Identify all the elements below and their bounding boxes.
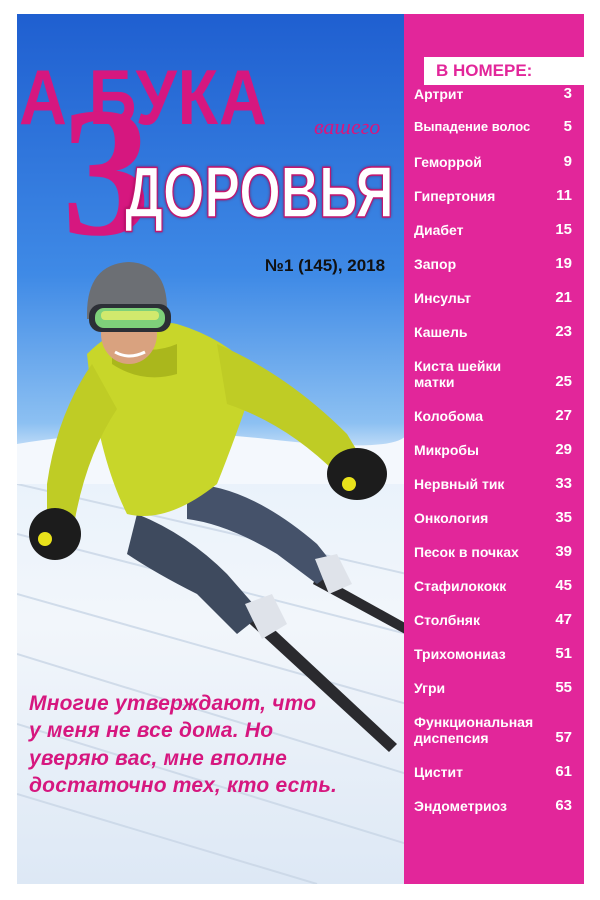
toc-item xyxy=(414,442,572,458)
toc-item-page: 63 xyxy=(555,797,572,815)
toc-item-page: 51 xyxy=(555,645,572,663)
magazine-cover xyxy=(17,14,584,884)
toc-item xyxy=(414,324,572,340)
toc-item xyxy=(414,290,572,306)
toc-item-label: Выпадение волос xyxy=(414,119,531,134)
toc-item-label: Инсульт xyxy=(414,290,472,306)
toc-item-label: Киста шейки матки xyxy=(414,358,502,391)
toc-item-page: 57 xyxy=(555,729,572,747)
toc-item-label: Столбняк xyxy=(414,612,480,628)
toc-item-page: 19 xyxy=(555,255,572,273)
toc-item xyxy=(414,510,572,526)
toc-item-page: 15 xyxy=(555,221,572,239)
masthead-letter-a: А xyxy=(19,53,68,141)
issue-number: №1 (145), 2018 xyxy=(265,256,386,275)
toc-item xyxy=(414,646,572,662)
quote-line: достаточно тех, кто есть. xyxy=(29,773,338,797)
cover-quote xyxy=(29,690,389,799)
toc-heading-box xyxy=(424,57,584,85)
toc-item-page: 61 xyxy=(555,763,572,781)
toc-item xyxy=(414,714,572,746)
masthead-big-letter: З xyxy=(61,70,149,275)
toc-item xyxy=(414,222,572,238)
table-of-contents xyxy=(404,14,584,884)
toc-item xyxy=(414,358,572,390)
toc-item-page: 3 xyxy=(563,85,572,103)
toc-item-page: 35 xyxy=(555,509,572,527)
toc-item xyxy=(414,117,572,135)
toc-item-label: Эндометриоз xyxy=(414,798,507,814)
toc-item-page: 29 xyxy=(555,441,572,459)
toc-item xyxy=(414,798,572,814)
masthead-line2: ДОРОВЬЯ xyxy=(125,153,394,233)
toc-item-label: Гипертония xyxy=(414,188,496,204)
toc-item-label: Угри xyxy=(414,680,446,696)
toc-item xyxy=(414,86,572,102)
toc-item xyxy=(414,408,572,424)
toc-item-page: 9 xyxy=(563,153,572,171)
toc-item-page: 5 xyxy=(563,117,572,135)
toc-item-label: Онкология xyxy=(414,510,489,526)
masthead xyxy=(17,52,417,275)
toc-item xyxy=(414,256,572,272)
toc-item-label: Микробы xyxy=(414,442,479,458)
toc-item-label: Запор xyxy=(414,256,457,272)
toc-item-page: 25 xyxy=(555,373,572,391)
toc-item-page: 33 xyxy=(555,475,572,493)
quote-line: уверяю вас, мне вполне xyxy=(29,746,288,770)
toc-item-page: 23 xyxy=(555,323,572,341)
masthead-small-word: вашего xyxy=(314,114,381,139)
toc-item-label: Песок в почках xyxy=(414,544,519,560)
toc-item xyxy=(414,476,572,492)
toc-item xyxy=(414,764,572,780)
quote-line: Многие утверждают, что xyxy=(29,692,317,715)
toc-item xyxy=(414,578,572,594)
toc-item-page: 55 xyxy=(555,679,572,697)
masthead-line1-rest: БУКА xyxy=(88,53,268,141)
toc-item-label: Артрит xyxy=(414,86,464,102)
toc-item-label: Нервный тик xyxy=(414,476,505,492)
toc-item-label: Кашель xyxy=(414,324,468,340)
toc-item-page: 21 xyxy=(555,289,572,307)
toc-item xyxy=(414,154,572,170)
quote-line: у меня не все дома. Но xyxy=(29,719,274,743)
toc-item-page: 39 xyxy=(555,543,572,561)
toc-item-label: Цистит xyxy=(414,764,463,780)
toc-item xyxy=(414,544,572,560)
toc-item-page: 45 xyxy=(555,577,572,595)
toc-item xyxy=(414,612,572,628)
toc-item-page: 11 xyxy=(556,187,572,205)
toc-item-page: 27 xyxy=(555,407,572,425)
toc-item xyxy=(414,188,572,204)
toc-item-label: Диабет xyxy=(414,222,464,238)
toc-item-page: 47 xyxy=(555,611,572,629)
toc-item-label: Геморрой xyxy=(414,154,482,170)
toc-item-label: Колобома xyxy=(414,408,483,424)
toc-item-label: Стафилококк xyxy=(414,578,507,594)
toc-heading: В НОМЕРЕ: xyxy=(436,61,533,80)
toc-item xyxy=(414,680,572,696)
toc-item-label: Трихомониаз xyxy=(414,646,506,662)
toc-item-label: Функциональная диспепсия xyxy=(414,714,534,747)
